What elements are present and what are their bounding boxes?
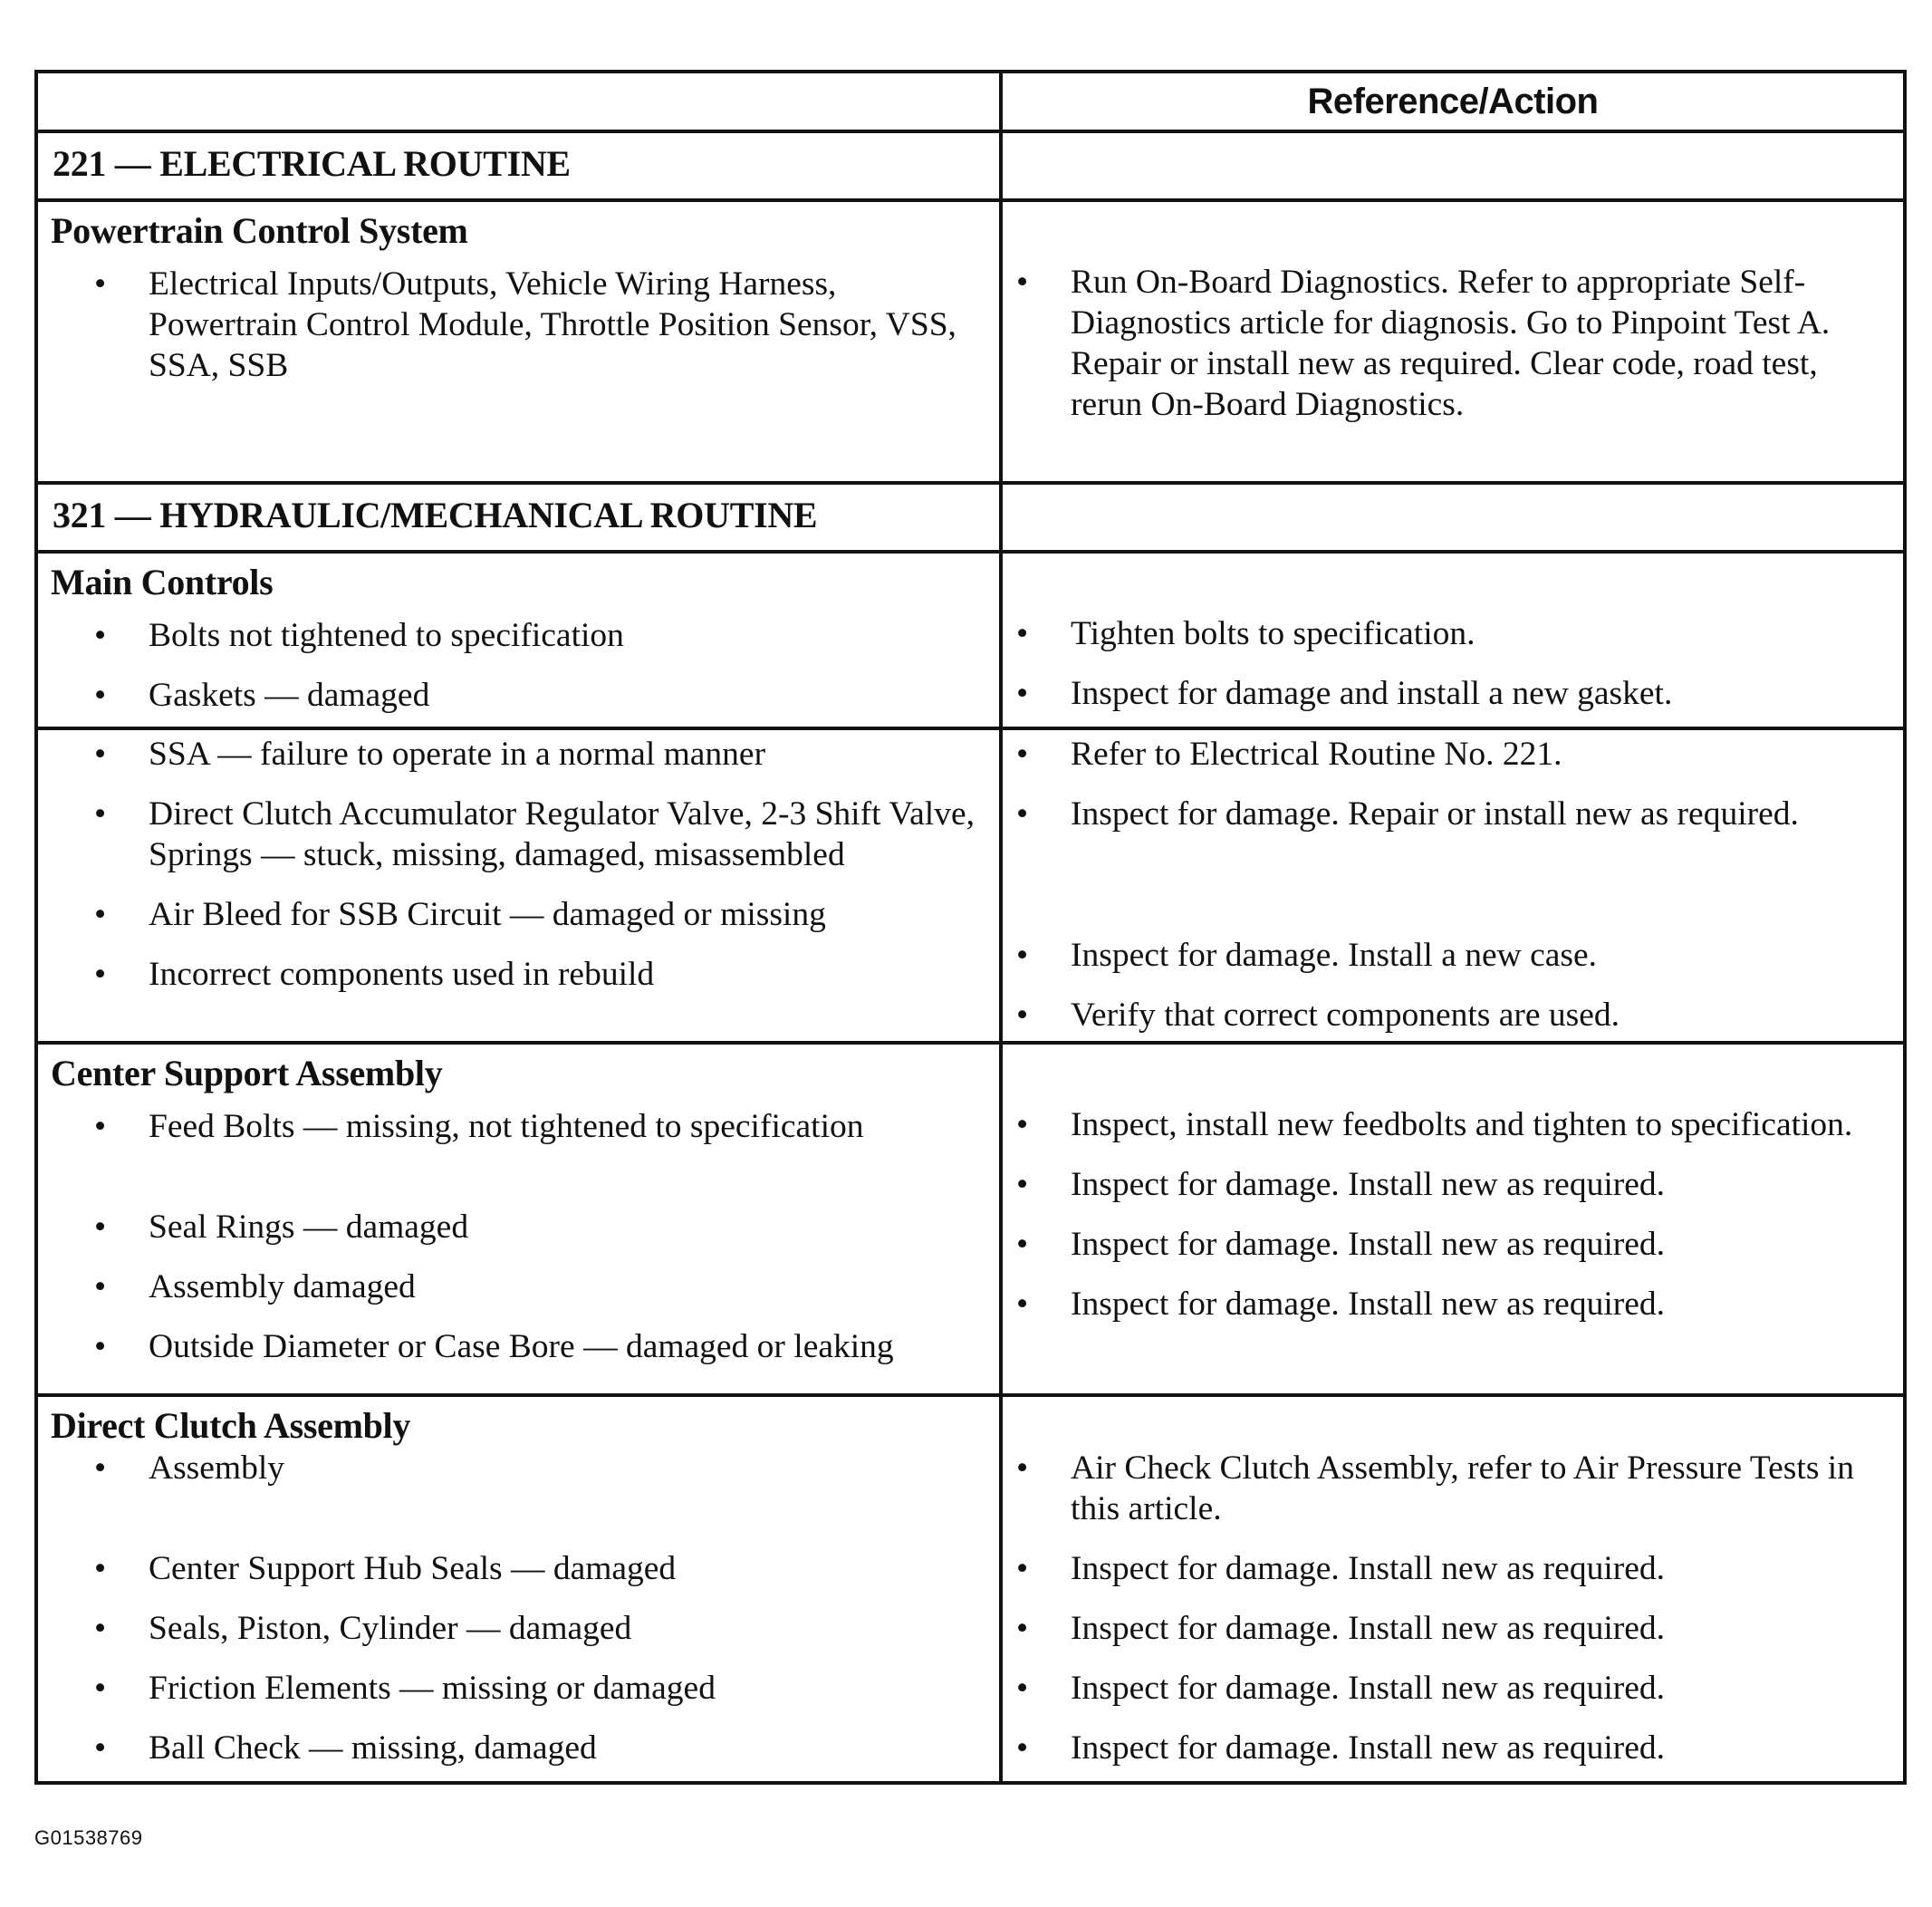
figure-id-label: G01538769 xyxy=(34,1826,143,1849)
condition-item: • Gaskets — damaged xyxy=(94,675,999,716)
routine-title-hydraulic: 321 — HYDRAULIC/MECHANICAL ROUTINE xyxy=(36,483,1001,552)
routine-row-hydraulic xyxy=(36,483,1905,552)
section-title-powertrain: Powertrain Control System xyxy=(51,210,468,251)
condition-item: • Assembly xyxy=(94,1448,999,1488)
action-item: • Inspect for damage and install a new gasket. xyxy=(1016,673,1903,714)
condition-item: • Seals, Piston, Cylinder — damaged xyxy=(94,1608,999,1649)
section-row-main-controls-cont xyxy=(36,728,1905,1043)
action-item: • Air Check Clutch Assembly, refer to Air Pressure Tests in this article. xyxy=(1016,1448,1903,1529)
section-row-direct-clutch xyxy=(36,1395,1905,1783)
condition-item: • Seal Rings — damaged xyxy=(94,1207,999,1247)
action-item: • Inspect for damage. Install new as required. xyxy=(1016,1668,1903,1709)
condition-item: • Center Support Hub Seals — damaged xyxy=(94,1548,999,1589)
main-controls-conditions xyxy=(36,552,1001,728)
routine-row-electrical xyxy=(36,131,1905,200)
action-item: • Tighten bolts to specification. xyxy=(1016,613,1903,654)
condition-item: • Air Bleed for SSB Circuit — damaged or missing xyxy=(94,894,999,935)
center-support-actions xyxy=(1001,1043,1905,1395)
action-item: • Inspect for damage. Install new as required. xyxy=(1016,1224,1903,1265)
condition-item: • Incorrect components used in rebuild xyxy=(94,954,999,995)
routine-title-electrical: 221 — ELECTRICAL ROUTINE xyxy=(36,131,1001,200)
main-controls-actions xyxy=(1001,552,1905,728)
condition-item: • Ball Check — missing, damaged xyxy=(94,1728,999,1768)
action-item: • Refer to Electrical Routine No. 221. xyxy=(1016,734,1903,775)
condition-item: • Friction Elements — missing or damaged xyxy=(94,1668,999,1709)
action-item: • Inspect for damage. Install new as required. xyxy=(1016,1728,1903,1768)
condition-item: • Direct Clutch Accumulator Regulator Valve, 2-3 Shift Valve, Springs — stuck, missing, damaged, misassembled xyxy=(94,794,999,875)
diagnosis-table xyxy=(34,70,1907,1785)
action-item: • Inspect for damage. Install new as required. xyxy=(1016,1284,1903,1324)
action-item: • Inspect for damage. Install new as required. xyxy=(1016,1548,1903,1589)
condition-item: • Outside Diameter or Case Bore — damaged or leaking xyxy=(94,1326,999,1367)
table-header-row xyxy=(36,72,1905,131)
main-controls-actions-cont xyxy=(1001,728,1905,1043)
action-item: • Inspect, install new feedbolts and tighten to specification. xyxy=(1016,1104,1903,1145)
action-item: • Inspect for damage. Install new as required. xyxy=(1016,1608,1903,1649)
main-controls-conditions-cont xyxy=(36,728,1001,1043)
action-item: • Inspect for damage. Repair or install new as required. xyxy=(1016,794,1903,834)
routine-empty-cell xyxy=(1001,131,1905,200)
powertrain-conditions xyxy=(36,200,1001,483)
section-row-main-controls xyxy=(36,552,1905,728)
center-support-conditions xyxy=(36,1043,1001,1395)
section-row-powertrain xyxy=(36,200,1905,483)
header-reference-action: Reference/Action xyxy=(1001,72,1905,131)
section-title-direct-clutch: Direct Clutch Assembly xyxy=(51,1405,411,1446)
routine-empty-cell xyxy=(1001,483,1905,552)
section-row-center-support xyxy=(36,1043,1905,1395)
action-item: • Run On-Board Diagnostics. Refer to appropriate Self-Diagnostics article for diagnosis. Go to Pinpoint Test A. Repair or install new as required. Clear code, road test, rerun On-Board Diagnostics. xyxy=(1016,262,1903,425)
condition-item: • Feed Bolts — missing, not tightened to specification xyxy=(94,1106,999,1147)
condition-item: • Electrical Inputs/Outputs, Vehicle Wiring Harness, Powertrain Control Module, Throttle Position Sensor, VSS, SSA, SSB xyxy=(94,264,999,386)
header-condition-cell xyxy=(36,72,1001,131)
section-title-center-support: Center Support Assembly xyxy=(51,1053,443,1093)
powertrain-actions xyxy=(1001,200,1905,483)
action-item: • Inspect for damage. Install new as required. xyxy=(1016,1164,1903,1205)
section-title-main-controls: Main Controls xyxy=(51,562,274,602)
condition-item: • SSA — failure to operate in a normal manner xyxy=(94,734,999,775)
direct-clutch-conditions xyxy=(36,1395,1001,1783)
action-item: • Verify that correct components are used. xyxy=(1016,995,1903,1035)
action-item: • Inspect for damage. Install a new case. xyxy=(1016,935,1903,976)
direct-clutch-actions xyxy=(1001,1395,1905,1783)
condition-item: • Assembly damaged xyxy=(94,1267,999,1307)
condition-item: • Bolts not tightened to specification xyxy=(94,615,999,656)
